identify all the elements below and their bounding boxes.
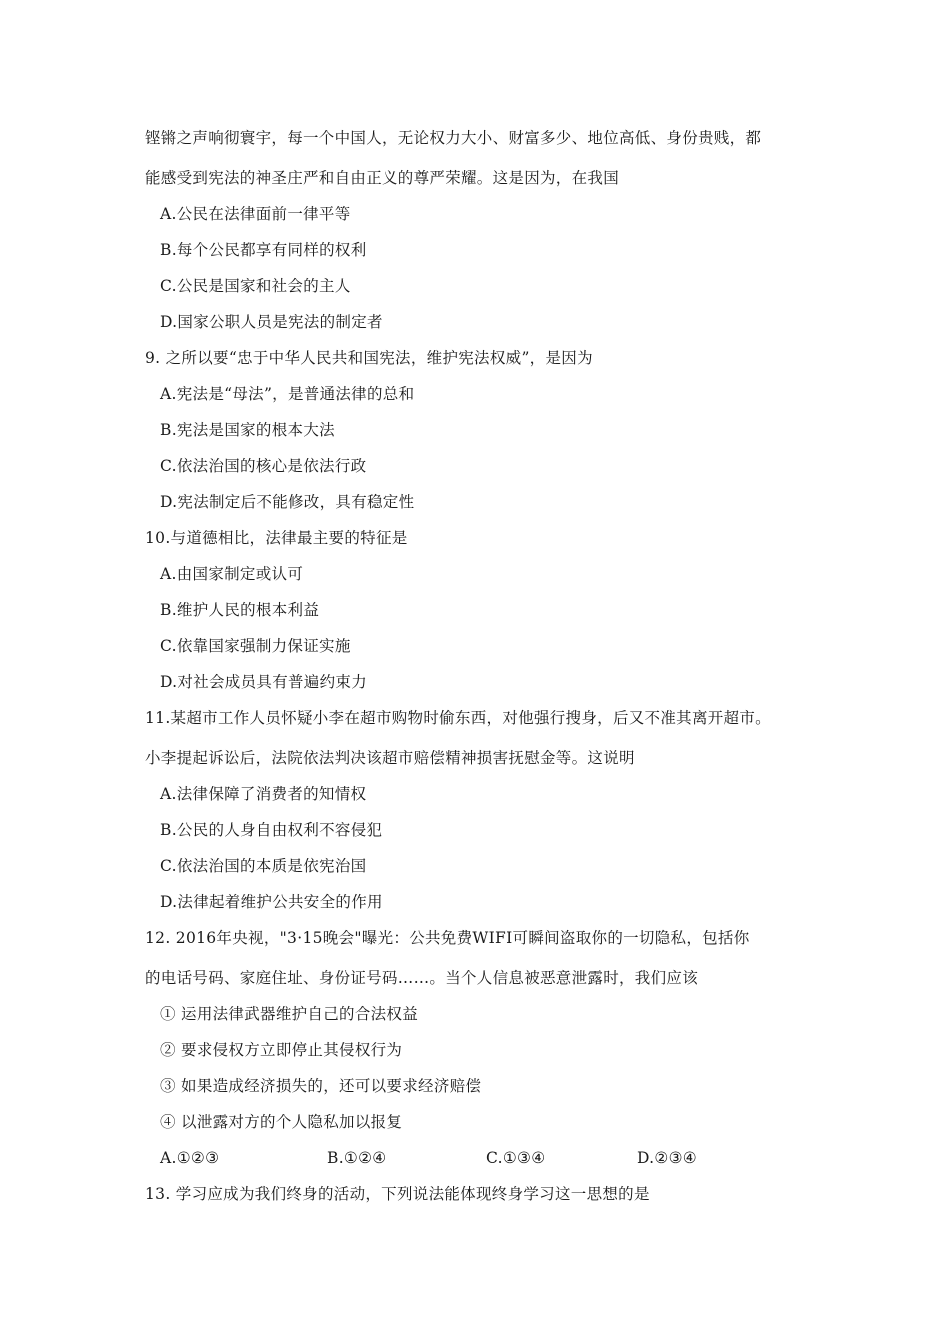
q12-stem-line-1: 12. 2016年央视，"3·15晚会"曝光：公共免费WIFI可瞬间盗取你的一切隐私，包括你 [145, 929, 750, 947]
q12-stem-line-2: 的电话号码、家庭住址、身份证号码……。当个人信息被恶意泄露时，我们应该 [145, 969, 699, 987]
q11-option-a: A.法律保障了消费者的知情权 [160, 785, 367, 803]
q12-item-2: ② 要求侵权方立即停止其侵权行为 [160, 1041, 403, 1059]
q10-stem: 10.与道德相比，法律最主要的特征是 [145, 529, 408, 547]
q8-option-d: D.国家公职人员是宪法的制定者 [160, 313, 383, 331]
q8-option-c: C.公民是国家和社会的主人 [160, 277, 351, 295]
q11-stem-line-2: 小李提起诉讼后，法院依法判决该超市赔偿精神损害抚慰金等。这说明 [145, 749, 635, 767]
q11-option-d: D.法律起着维护公共安全的作用 [160, 893, 383, 911]
q11-stem-line-1: 11.某超市工作人员怀疑小李在超市购物时偷东西，对他强行搜身，后又不准其离开超市。 [145, 709, 771, 727]
q8-continuation-line-1: 铿锵之声响彻寰宇，每一个中国人，无论权力大小、财富多少、地位高低、身份贵贱，都 [145, 129, 762, 147]
q8-option-b: B.每个公民都享有同样的权利 [160, 241, 367, 259]
q10-option-b: B.维护人民的根本利益 [160, 601, 320, 619]
q13-stem: 13. 学习应成为我们终身的活动，下列说法能体现终身学习这一思想的是 [145, 1185, 650, 1203]
q10-option-c: C.依靠国家强制力保证实施 [160, 637, 351, 655]
q12-option-d: D.②③④ [637, 1149, 697, 1167]
q10-option-d: D.对社会成员具有普遍约束力 [160, 673, 368, 691]
q9-stem: 9. 之所以要“忠于中华人民共和国宪法，维护宪法权威”，是因为 [145, 349, 593, 367]
q12-item-4: ④ 以泄露对方的个人隐私加以报复 [160, 1113, 403, 1131]
q8-option-a: A.公民在法律面前一律平等 [160, 205, 351, 223]
q9-option-c: C.依法治国的核心是依法行政 [160, 457, 367, 475]
q9-option-b: B.宪法是国家的根本大法 [160, 421, 335, 439]
q12-option-c: C.①③④ [486, 1149, 546, 1167]
q12-item-1: ① 运用法律武器维护自己的合法权益 [160, 1005, 419, 1023]
q12-option-b: B.①②④ [327, 1149, 387, 1167]
q12-item-3: ③ 如果造成经济损失的，还可以要求经济赔偿 [160, 1077, 482, 1095]
q11-option-c: C.依法治国的本质是依宪治国 [160, 857, 367, 875]
q11-option-b: B.公民的人身自由权利不容侵犯 [160, 821, 383, 839]
q9-option-a: A.宪法是“母法”，是普通法律的总和 [160, 385, 415, 403]
q10-option-a: A.由国家制定或认可 [160, 565, 304, 583]
q12-option-a: A.①②③ [160, 1149, 220, 1167]
q8-continuation-line-2: 能感受到宪法的神圣庄严和自由正义的尊严荣耀。这是因为，在我国 [145, 169, 620, 187]
q9-option-d: D.宪法制定后不能修改，具有稳定性 [160, 493, 415, 511]
